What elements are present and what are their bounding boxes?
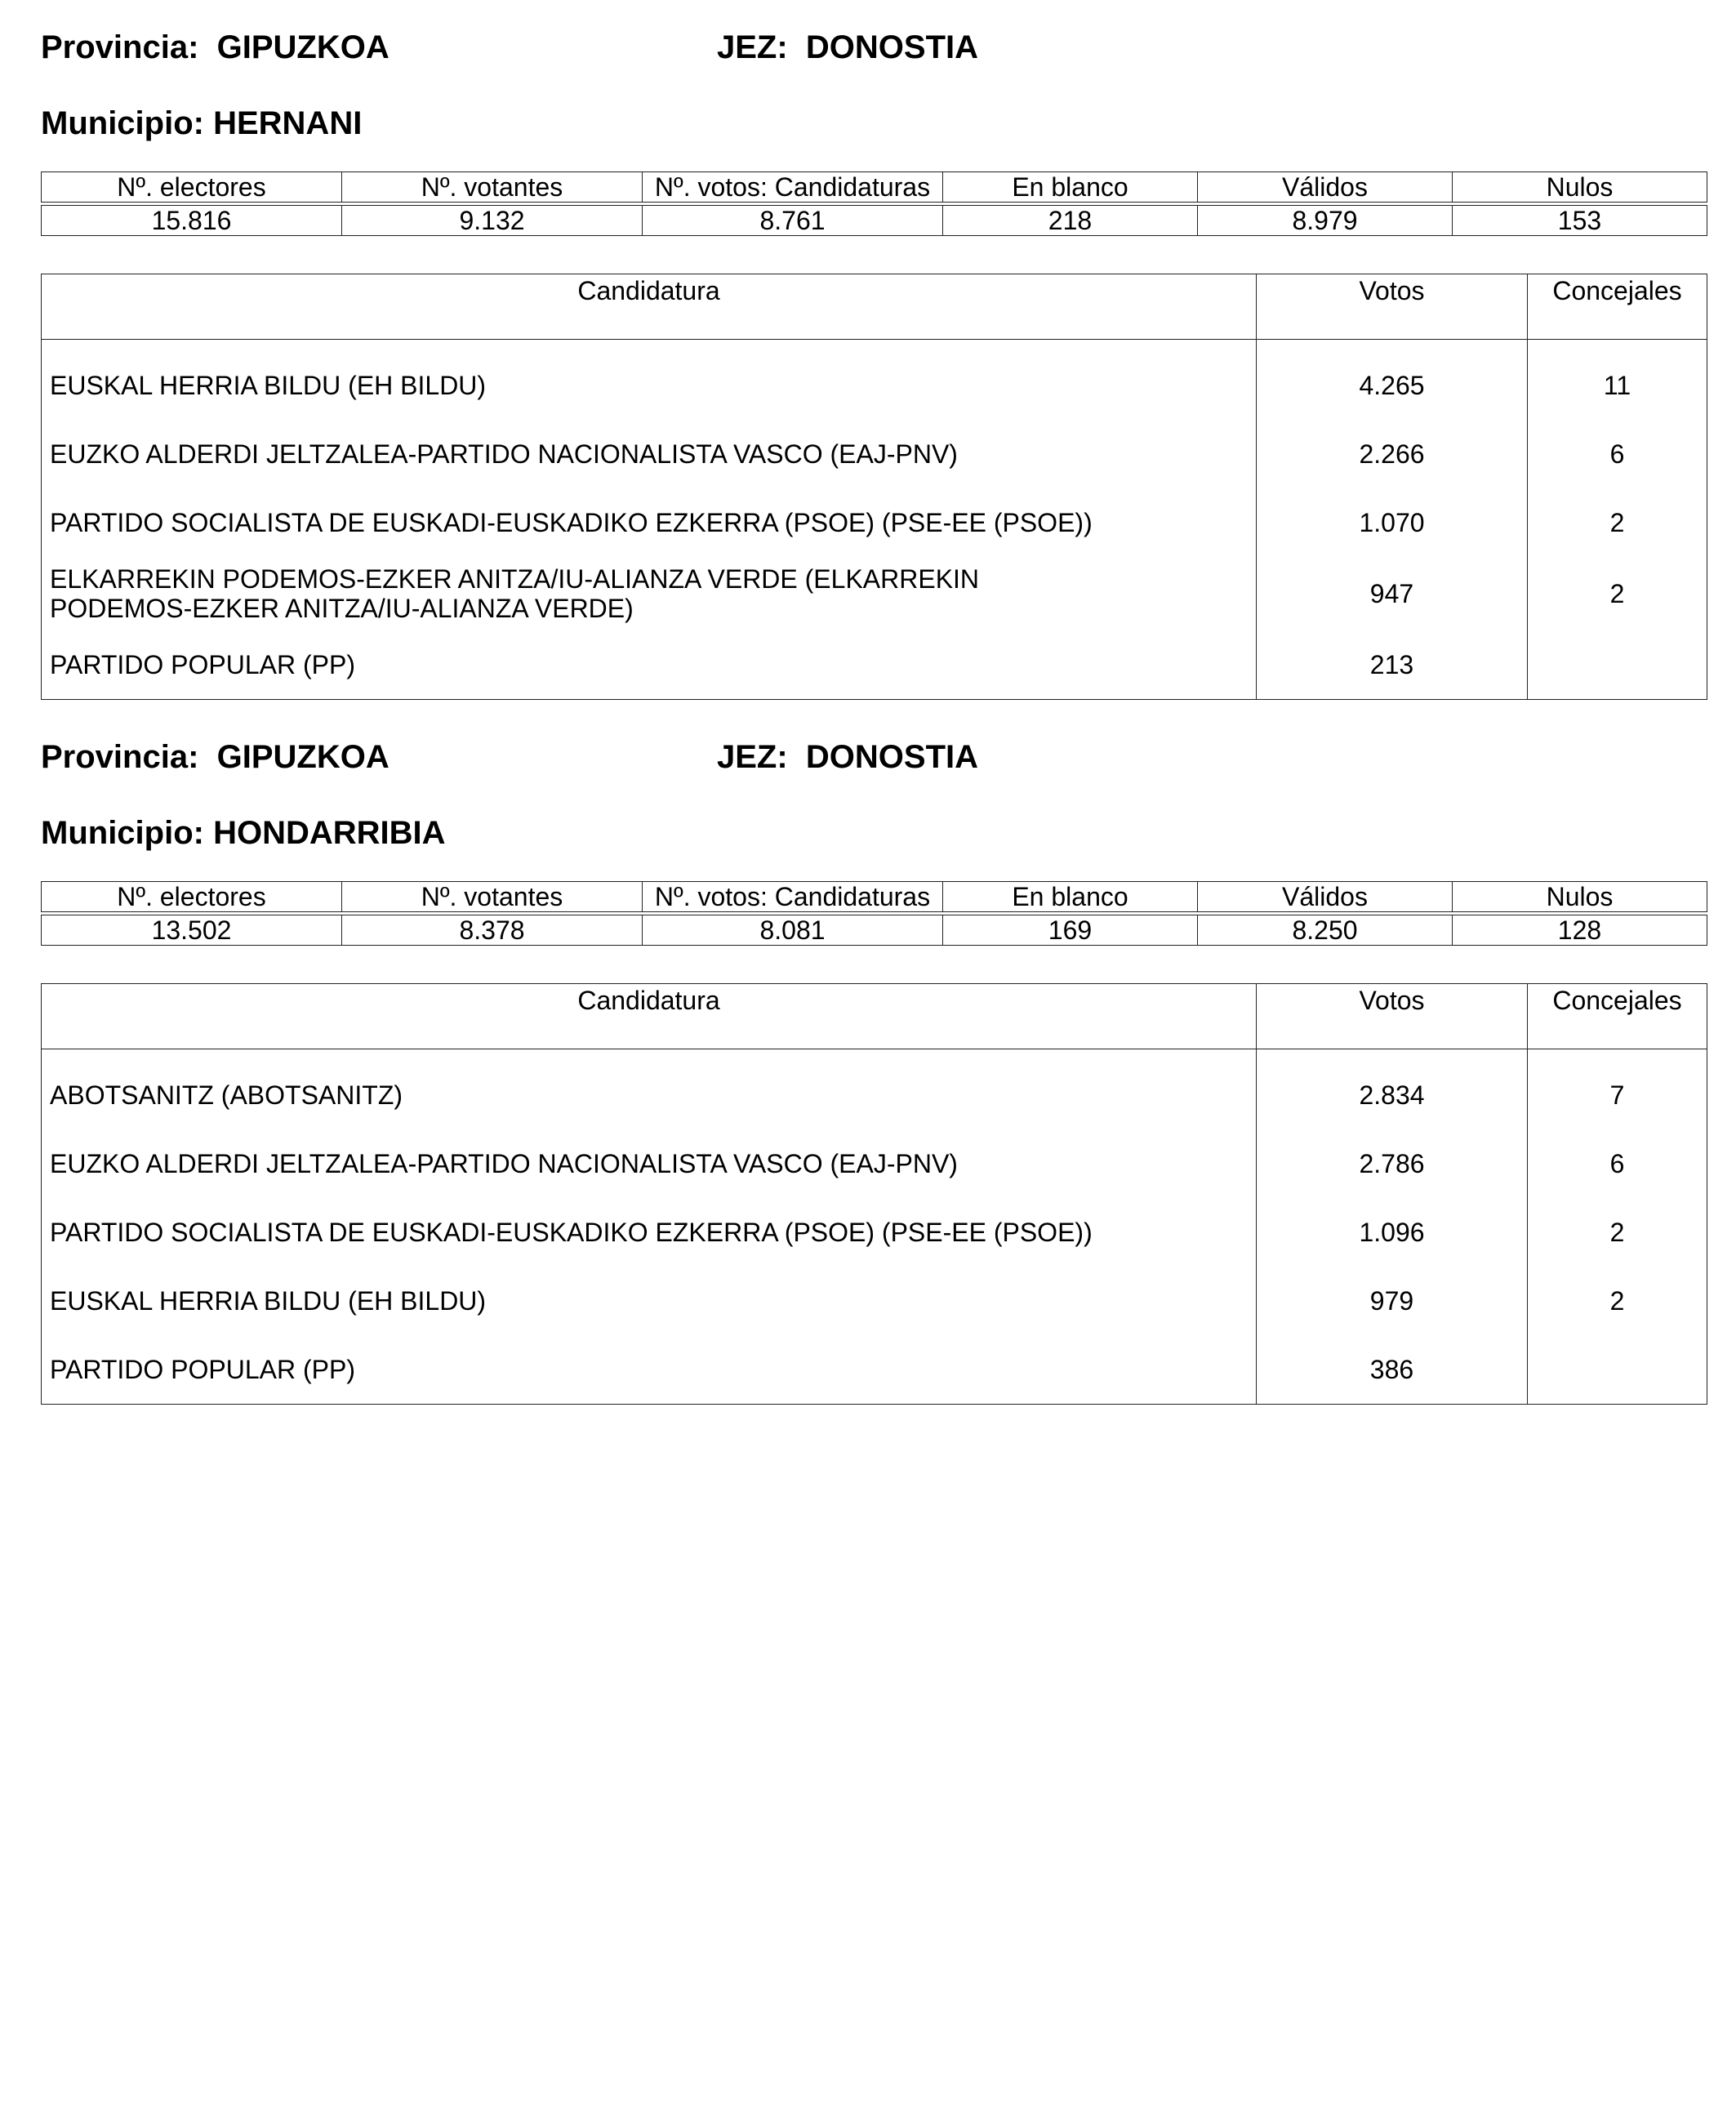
candidate-name: ABOTSANITZ (ABOTSANITZ) bbox=[42, 1049, 1257, 1130]
candidate-name: EUSKAL HERRIA BILDU (EH BILDU) bbox=[42, 340, 1257, 421]
summary-header-cell: Nº. electores bbox=[42, 172, 342, 203]
candidate-row bbox=[42, 1267, 1707, 1335]
summary-header-row bbox=[42, 882, 1707, 912]
candidate-concejales: 2 bbox=[1528, 557, 1707, 630]
candidate-name: EUSKAL HERRIA BILDU (EH BILDU) bbox=[42, 1267, 1257, 1335]
candidate-votos: 2.834 bbox=[1257, 1049, 1528, 1130]
municipio-title: Municipio: HONDARRIBIA bbox=[41, 815, 446, 851]
candidate-votos: 386 bbox=[1257, 1335, 1528, 1405]
candidate-name: ELKARREKIN PODEMOS-EZKER ANITZA/IU-ALIANZA VERDE (ELKARREKIN PODEMOS-EZKER ANITZA/IU-ALIANZA VERDE) bbox=[42, 557, 1257, 630]
candidate-row bbox=[42, 1129, 1707, 1198]
summary-header-cell: En blanco bbox=[943, 882, 1198, 912]
summary-header-row bbox=[42, 172, 1707, 203]
candidate-row bbox=[42, 1198, 1707, 1267]
candidate-row bbox=[42, 1335, 1707, 1405]
summary-value-cell: 15.816 bbox=[42, 206, 342, 236]
summary-value-cell: 8.081 bbox=[643, 915, 943, 946]
summary-header-cell: Nº. votos: Candidaturas bbox=[643, 172, 943, 203]
votos-header: Votos bbox=[1257, 984, 1528, 1049]
summary-value-row bbox=[42, 206, 1707, 236]
candidate-name: PARTIDO POPULAR (PP) bbox=[42, 1335, 1257, 1405]
municipio-section-hondarribia bbox=[41, 733, 1707, 1405]
jez: JEZ: DONOSTIA bbox=[717, 29, 979, 65]
votos-header: Votos bbox=[1257, 274, 1528, 340]
summary-value-cell: 9.132 bbox=[342, 206, 643, 236]
concejales-header: Concejales bbox=[1528, 274, 1707, 340]
summary-table bbox=[41, 881, 1707, 946]
candidate-row bbox=[42, 630, 1707, 700]
summary-value-cell: 8.250 bbox=[1198, 915, 1453, 946]
header-line bbox=[41, 23, 1707, 72]
summary-value-cell: 153 bbox=[1453, 206, 1707, 236]
summary-value-cell: 8.761 bbox=[643, 206, 943, 236]
candidate-votos: 979 bbox=[1257, 1267, 1528, 1335]
candidate-concejales: 6 bbox=[1528, 420, 1707, 488]
candidatura-header: Candidatura bbox=[42, 274, 1257, 340]
summary-header-cell: Nº. votos: Candidaturas bbox=[643, 882, 943, 912]
summary-header-cell: Válidos bbox=[1198, 882, 1453, 912]
summary-value-cell: 169 bbox=[943, 915, 1198, 946]
candidate-concejales: 11 bbox=[1528, 340, 1707, 421]
provincia: Provincia: GIPUZKOA bbox=[41, 739, 389, 775]
candidate-votos: 2.786 bbox=[1257, 1129, 1528, 1198]
jez: JEZ: DONOSTIA bbox=[717, 739, 979, 775]
candidates-header-row bbox=[42, 274, 1707, 340]
summary-table bbox=[41, 171, 1707, 236]
candidate-name: PARTIDO SOCIALISTA DE EUSKADI-EUSKADIKO EZKERRA (PSOE) (PSE-EE (PSOE)) bbox=[42, 1198, 1257, 1267]
candidate-votos: 213 bbox=[1257, 630, 1528, 700]
provincia: Provincia: GIPUZKOA bbox=[41, 29, 389, 65]
summary-value-cell: 13.502 bbox=[42, 915, 342, 946]
candidates-table bbox=[41, 983, 1707, 1405]
candidate-votos: 4.265 bbox=[1257, 340, 1528, 421]
summary-value-cell: 8.979 bbox=[1198, 206, 1453, 236]
summary-header-cell: Nulos bbox=[1453, 882, 1707, 912]
summary-value-row bbox=[42, 915, 1707, 946]
candidate-votos: 2.266 bbox=[1257, 420, 1528, 488]
summary-header-cell: Nulos bbox=[1453, 172, 1707, 203]
summary-header-cell: Válidos bbox=[1198, 172, 1453, 203]
candidate-name: EUZKO ALDERDI JELTZALEA-PARTIDO NACIONALISTA VASCO (EAJ-PNV) bbox=[42, 1129, 1257, 1198]
candidates-table bbox=[41, 274, 1707, 700]
header-line bbox=[41, 733, 1707, 782]
candidate-name: PARTIDO POPULAR (PP) bbox=[42, 630, 1257, 700]
candidate-row bbox=[42, 557, 1707, 630]
municipio-title: Municipio: HERNANI bbox=[41, 105, 363, 141]
candidate-concejales: 6 bbox=[1528, 1129, 1707, 1198]
candidate-concejales bbox=[1528, 630, 1707, 700]
summary-header-cell: Nº. electores bbox=[42, 882, 342, 912]
summary-value-cell: 128 bbox=[1453, 915, 1707, 946]
candidate-row bbox=[42, 340, 1707, 421]
summary-value-cell: 8.378 bbox=[342, 915, 643, 946]
candidate-row bbox=[42, 1049, 1707, 1130]
candidate-votos: 947 bbox=[1257, 557, 1528, 630]
candidate-concejales: 2 bbox=[1528, 1267, 1707, 1335]
candidate-concejales: 2 bbox=[1528, 1198, 1707, 1267]
candidates-header-row bbox=[42, 984, 1707, 1049]
candidatura-header: Candidatura bbox=[42, 984, 1257, 1049]
municipio-section-hernani bbox=[41, 23, 1707, 700]
concejales-header: Concejales bbox=[1528, 984, 1707, 1049]
summary-header-cell: Nº. votantes bbox=[342, 172, 643, 203]
candidate-concejales bbox=[1528, 1335, 1707, 1405]
candidate-votos: 1.096 bbox=[1257, 1198, 1528, 1267]
summary-header-cell: En blanco bbox=[943, 172, 1198, 203]
summary-value-cell: 218 bbox=[943, 206, 1198, 236]
candidate-votos: 1.070 bbox=[1257, 488, 1528, 557]
candidate-row bbox=[42, 488, 1707, 557]
candidate-row bbox=[42, 420, 1707, 488]
candidate-concejales: 7 bbox=[1528, 1049, 1707, 1130]
candidate-name: EUZKO ALDERDI JELTZALEA-PARTIDO NACIONALISTA VASCO (EAJ-PNV) bbox=[42, 420, 1257, 488]
candidate-name: PARTIDO SOCIALISTA DE EUSKADI-EUSKADIKO EZKERRA (PSOE) (PSE-EE (PSOE)) bbox=[42, 488, 1257, 557]
summary-header-cell: Nº. votantes bbox=[342, 882, 643, 912]
candidate-concejales: 2 bbox=[1528, 488, 1707, 557]
